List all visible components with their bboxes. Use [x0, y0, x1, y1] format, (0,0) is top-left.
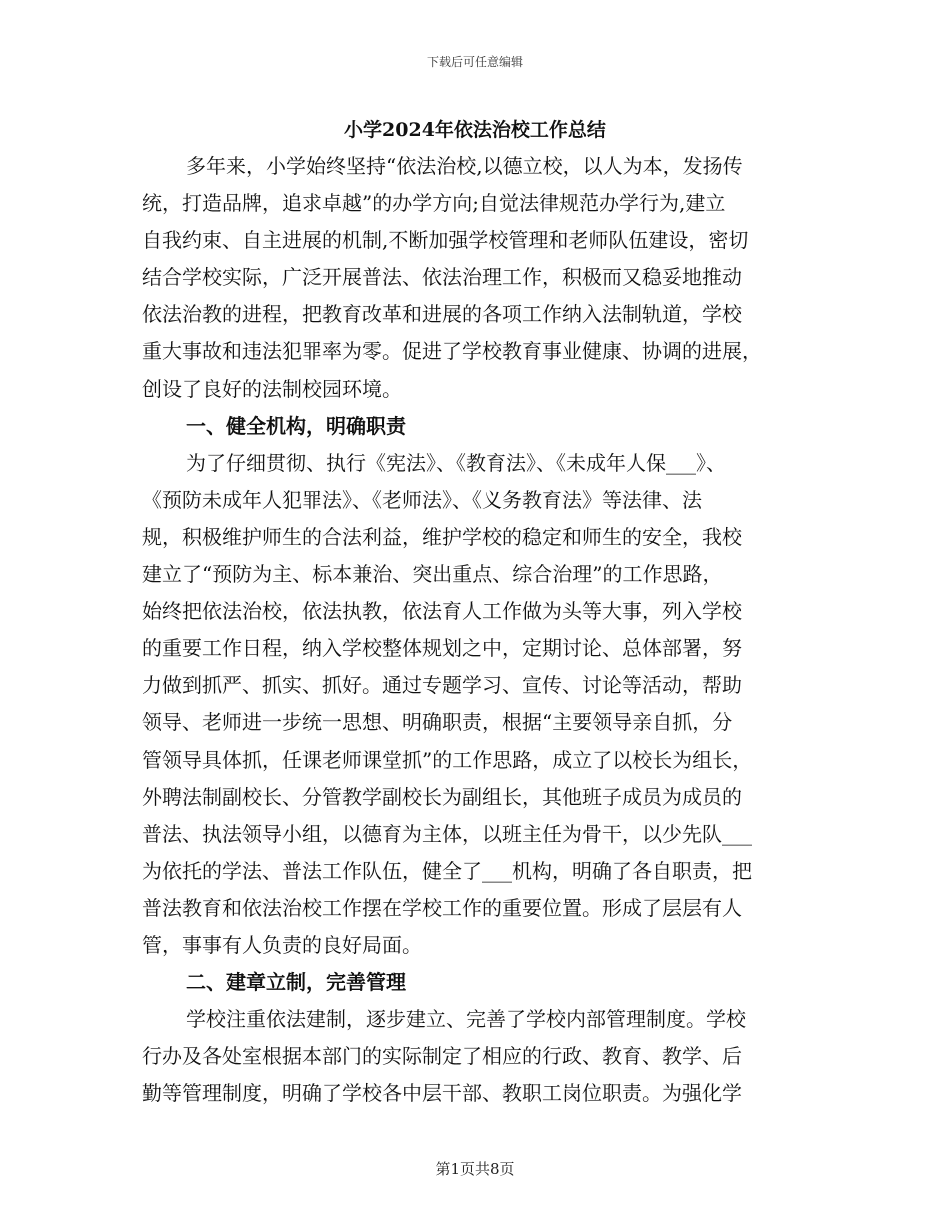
paragraph-line: 结合学校实际，广泛开展普法、依法治理工作，积极而又稳妥地推动 — [142, 265, 742, 290]
paragraph-line: 勤等管理制度，明确了学校各中层干部、教职工岗位职责。为强化学 — [142, 1081, 742, 1106]
paragraph-line: 依法治教的进程，把教育改革和进展的各项工作纳入法制轨道，学校 — [142, 302, 742, 327]
paragraph-line: 管领导具体抓，任课老师课堂抓”的工作思路，成立了以校长为组长， — [142, 747, 753, 772]
paragraph-line: 为了仔细贯彻、执行《宪法》、《教育法》、《未成年人保___》、 — [186, 450, 726, 475]
paragraph-line: 的重要工作日程，纳入学校整体规划之中，定期讨论、总体部署，努 — [142, 636, 742, 661]
paragraph-line: 多年来，小学始终坚持“依法治校,以德立校，以人为本，发扬传 — [186, 154, 743, 178]
paragraph-line: 学校注重依法建制，逐步建立、完善了学校内部管理制度。学校 — [186, 1007, 746, 1032]
paragraph-line: 《预防未成年人犯罪法》、《老师法》、《义务教育法》等法律、法 — [142, 487, 702, 512]
paragraph-line: 自我约束、自主进展的机制,不断加强学校管理和老师队伍建设，密切 — [142, 228, 749, 253]
header-note: 下载后可任意编辑 — [426, 55, 523, 69]
paragraph-line: 规，积极维护师生的合法利益，维护学校的稳定和师生的安全，我校 — [142, 524, 742, 549]
paragraph-line: 普法教育和依法治校工作摆在学校工作的重要位置。形成了层层有人 — [142, 895, 742, 920]
paragraph-line: 统，打造品牌，追求卓越”的办学方向;自觉法律规范办学行为,建立 — [142, 191, 726, 216]
document-body — [142, 148, 814, 1112]
paragraph-line: 普法、执法领导小组，以德育为主体，以班主任为骨干，以少先队___ — [142, 821, 752, 846]
paragraph-line: 管，事事有人负责的良好局面。 — [142, 932, 422, 957]
paragraph-line: 创设了良好的法制校园环境。 — [142, 376, 402, 401]
paragraph-line: 为依托的学法、普法工作队伍，健全了___机构，明确了各自职责，把 — [142, 858, 752, 883]
section-heading: 一、健全机构，明确职责 — [186, 413, 406, 438]
paragraph-line: 领导、老师进一步统一思想、明确职责，根据“主要领导亲自抓，分 — [142, 710, 733, 735]
page-footer: 第1页共8页 — [435, 1160, 515, 1178]
paragraph-line: 建立了“预防为主、标本兼治、突出重点、综合治理”的工作思路， — [142, 562, 723, 587]
section-heading: 二、建章立制，完善管理 — [186, 970, 406, 995]
paragraph-line: 外聘法制副校长、分管教学副校长为副组长，其他班子成员为成员的 — [142, 784, 742, 809]
paragraph-line: 始终把依法治校，依法执教，依法育人工作做为头等大事，列入学校 — [142, 599, 742, 624]
paragraph-line: 重大事故和违法犯罪率为零。促进了学校教育事业健康、协调的进展， — [142, 339, 762, 364]
document-title: 小学2024年依法治校工作总结 — [344, 119, 606, 141]
paragraph-line: 力做到抓严、抓实、抓好。通过专题学习、宣传、讨论等活动，帮助 — [142, 673, 742, 698]
paragraph-line: 行办及各处室根据本部门的实际制定了相应的行政、教育、教学、后 — [142, 1044, 742, 1069]
